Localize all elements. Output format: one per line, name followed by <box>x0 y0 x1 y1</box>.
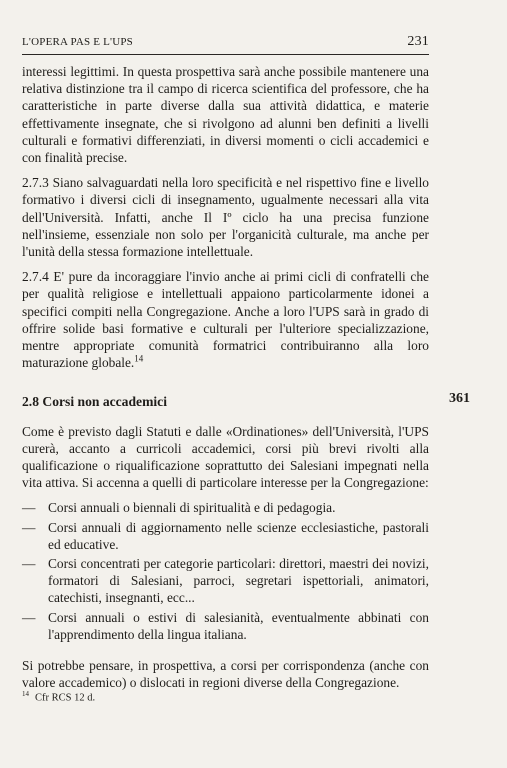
page-body <box>22 63 429 700</box>
footnote-number: 14 <box>22 690 29 698</box>
section-closing: Si potrebbe pensare, in prospettiva, a corsi per corrispondenza (anche con valore accademico) o dislocati in regioni diverse della Congregazione. <box>22 658 429 691</box>
section-intro: Come è previsto dagli Statuti e dalle «Ordinationes» dell'Università, l'UPS curerà, accanto a curricoli accademici, corsi più brevi rivolti alla qualificazione o riqualificazione soprattutto dei Salesiani impegnati nella vita attiva. Si accenna a quelli di particolare interesse per la Congregazione: <box>22 423 429 491</box>
list-dash: — <box>22 500 36 516</box>
list-item-text: Corsi annuali di aggiornamento nelle scienze ecclesiastiche, pastorali ed educative. <box>48 519 429 552</box>
running-header <box>22 34 429 50</box>
section-title: 2.8 Corsi non accademici <box>22 394 167 410</box>
list-dash: — <box>22 556 36 572</box>
paragraph-continuation: interessi legittimi. In questa prospettiva sarà anche possibile mantenere una relativa distinzione tra il campo di ricerca scientifica del professore, che ha caratteristiche in parte diverse dalla sua attività didattica, e materie effettivamente insegnate, che si rivolgono ad alunni ben definiti a livelli culturali e formativi differenziati, in diversi momenti o cicli accademici e con finalità precise. <box>22 64 429 166</box>
list-item <box>22 555 429 607</box>
list-item-text: Corsi annuali o estivi di salesianità, eventualmente abbinati con l'apprendimento della lingua italiana. <box>48 609 429 642</box>
list-dash: — <box>22 519 36 535</box>
course-list <box>22 499 429 643</box>
paragraph-2-7-4-text: 2.7.4 E' pure da incoraggiare l'invio anche ai primi cicli di confratelli che per qualità religiose e intellettuali appaiono particolarmente idonei a specifici compiti nella Congregazione. Anche a loro l'UPS sarà in grado di offrire solide basi formative e culturali per l'ulteriore specializzazione, mentre appropriate comunità formatrici contribuiranno alla loro maturazione globale. <box>22 269 429 371</box>
running-title: L'OPERA PAS E L'UPS <box>22 36 133 48</box>
footnote <box>22 690 95 704</box>
list-item <box>22 499 429 516</box>
margin-number: 361 <box>449 391 470 406</box>
footnote-text: Cfr RCS 12 d. <box>35 692 96 704</box>
list-item <box>22 519 429 553</box>
list-dash: — <box>22 609 36 625</box>
paragraph-2-7-4 <box>22 268 429 371</box>
list-item <box>22 609 429 643</box>
page-number: 231 <box>407 34 429 49</box>
list-item-text: Corsi annuali o biennali di spiritualità e di pedagogia. <box>48 500 336 516</box>
list-item-text: Corsi concentrati per categorie particolari: direttori, maestri dei novizi, formatori di Salesiani, parroci, segretari ispettoriali, animatori, catechisti, insegnanti, ecc... <box>48 556 429 606</box>
header-rule <box>22 54 429 55</box>
footnote-reference[interactable]: 14 <box>134 353 144 364</box>
paragraph-2-7-3: 2.7.3 Siano salvaguardati nella loro specificità e nel rispettivo fine e livello formativo i diversi cicli di insegnamento, ugualmente necessari alla vita dell'Università. Infatti, anche Il Iº ciclo ha una precisa funzione nell'insieme, essenziale non solo per l'organicità culturale, ma anche per l'unità della stessa formazione intellettuale. <box>22 175 429 260</box>
